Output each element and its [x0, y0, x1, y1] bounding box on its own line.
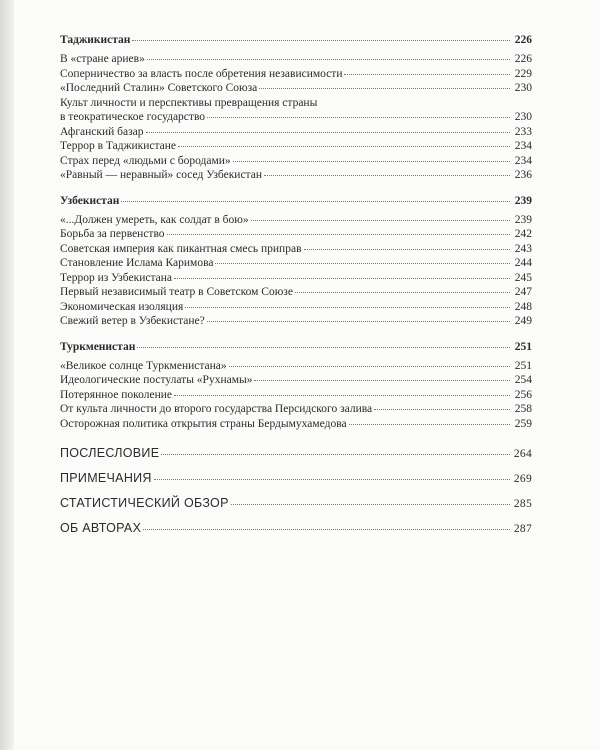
leader-dots — [154, 478, 510, 480]
entry-title: Борьба за первенство — [60, 228, 165, 240]
leader-dots — [295, 291, 510, 293]
entry-title: Афганский базар — [60, 125, 144, 138]
section-turkmenistan — [60, 339, 532, 432]
page-number: 258 — [514, 403, 532, 415]
page-number: 245 — [514, 271, 532, 284]
leader-dots — [174, 394, 510, 396]
toc-entry — [60, 242, 532, 257]
entry-title: «...Должен умереть, как солдат в бою» — [60, 213, 249, 226]
leader-dots — [264, 174, 510, 176]
leader-dots — [374, 408, 510, 410]
toc-entry — [60, 227, 532, 242]
entry-title: Первый независимый театр в Советском Союзе — [60, 286, 293, 298]
page-number: 226 — [514, 34, 532, 46]
page-number: 243 — [514, 242, 532, 255]
toc-entry — [60, 96, 532, 125]
leader-dots — [132, 39, 510, 41]
page-number: 244 — [514, 257, 532, 269]
toc-entry — [60, 213, 532, 228]
entry-title: Осторожная политика открытия страны Бердымухамедова — [60, 417, 347, 430]
leader-dots — [137, 346, 510, 348]
leader-dots — [161, 453, 510, 455]
entry-title: Страх перед «людьми с бородами» — [60, 154, 231, 167]
entry-title: «Последний Сталин» Советского Союза — [60, 82, 258, 94]
page-number: 249 — [514, 315, 532, 327]
leader-dots — [143, 528, 510, 530]
entry-title-continued: в теократическое государство — [60, 111, 206, 123]
toc-major-entry — [60, 466, 532, 491]
page-number: 269 — [513, 473, 532, 485]
leader-dots — [233, 160, 510, 162]
page-number: 251 — [514, 359, 532, 372]
leader-dots — [174, 277, 510, 279]
toc-entry — [60, 81, 532, 96]
toc-major-entry — [60, 491, 532, 516]
toc-entry — [60, 271, 532, 286]
major-title: СТАТИСТИЧЕСКИЙ ОБЗОР — [60, 496, 229, 510]
leader-dots — [167, 233, 510, 235]
section-title: Туркменистан — [60, 340, 136, 353]
toc-entry — [60, 139, 532, 154]
page-number: 251 — [514, 340, 532, 353]
leader-dots — [207, 320, 510, 322]
toc-entry — [60, 314, 532, 329]
page-number: 287 — [513, 523, 532, 535]
entry-title: «Великое солнце Туркменистана» — [60, 359, 227, 372]
leader-dots — [147, 58, 510, 60]
leader-dots — [121, 200, 510, 202]
page-number: 242 — [514, 228, 532, 240]
section-header — [60, 32, 532, 48]
entry-title: От культа личности до второго государства Персидского залива — [60, 403, 373, 415]
section-header — [60, 193, 532, 209]
entry-title: Советская империя как пикантная смесь приправ — [60, 242, 302, 255]
entry-title: Экономическая изоляция — [60, 300, 184, 313]
page-number: 256 — [514, 388, 532, 401]
section-uzbekistan — [60, 193, 532, 329]
entry-title: «Равный — неравный» сосед Узбекистан — [60, 169, 262, 181]
page-number: 254 — [514, 374, 532, 386]
toc-entry — [60, 402, 532, 417]
leader-dots — [231, 503, 510, 505]
toc-entry — [60, 359, 532, 374]
page-number: 285 — [513, 498, 532, 510]
page-number: 230 — [514, 111, 532, 123]
toc-entry — [60, 388, 532, 403]
page-edge-shadow — [0, 0, 14, 750]
page-number: 264 — [513, 448, 532, 460]
leader-dots — [254, 379, 510, 381]
entry-title: Свежий ветер в Узбекистане? — [60, 315, 205, 327]
page-number: 226 — [514, 53, 532, 65]
page-number: 234 — [514, 154, 532, 167]
section-header — [60, 339, 532, 355]
major-title: ПРИМЕЧАНИЯ — [60, 471, 152, 485]
page-number: 239 — [514, 213, 532, 226]
toc-entry — [60, 168, 532, 183]
section-tajikistan — [60, 32, 532, 183]
toc-major-entry — [60, 516, 532, 541]
entry-title: В «стране ариев» — [60, 53, 145, 65]
section-title: Узбекистан — [60, 194, 120, 207]
leader-dots — [146, 131, 510, 133]
major-title: ПОСЛЕСЛОВИЕ — [60, 446, 160, 460]
entry-title: Террор в Таджикистане — [60, 140, 177, 152]
toc-entry — [60, 417, 532, 432]
page-number: 247 — [514, 286, 532, 298]
leader-dots — [251, 219, 510, 221]
major-title: ОБ АВТОРАХ — [60, 521, 142, 535]
toc-entry — [60, 125, 532, 140]
page-number: 248 — [514, 300, 532, 313]
entry-title: Террор из Узбекистана — [60, 271, 172, 284]
section-title: Таджикистан — [60, 34, 131, 46]
leader-dots — [259, 87, 510, 89]
leader-dots — [229, 365, 510, 367]
entry-title: Культ личности и перспективы превращения страны — [60, 96, 318, 109]
leader-dots — [344, 73, 510, 75]
page-number: 229 — [514, 67, 532, 80]
table-of-contents — [60, 32, 532, 541]
toc-entry — [60, 300, 532, 315]
leader-dots — [349, 423, 510, 425]
toc-entry — [60, 52, 532, 67]
page-number: 239 — [514, 194, 532, 207]
entry-title: Идеологические постулаты «Рухнамы» — [60, 374, 253, 386]
entry-title: Становление Ислама Каримова — [60, 257, 214, 269]
entry-title: Соперничество за власть после обретения независимости — [60, 67, 343, 80]
toc-entry — [60, 67, 532, 82]
page-number: 233 — [514, 125, 532, 138]
leader-dots — [215, 262, 510, 264]
toc-entry — [60, 285, 532, 300]
entry-title: Потерянное поколение — [60, 388, 173, 401]
page-number: 234 — [514, 140, 532, 152]
page-number: 230 — [514, 82, 532, 94]
page-number: 236 — [514, 169, 532, 181]
leader-dots — [207, 116, 510, 118]
leader-dots — [304, 248, 511, 250]
leader-dots — [185, 306, 510, 308]
toc-entry — [60, 256, 532, 271]
page-number: 259 — [514, 417, 532, 430]
toc-entry — [60, 373, 532, 388]
toc-entry — [60, 154, 532, 169]
leader-dots — [178, 145, 510, 147]
toc-major-entry — [60, 441, 532, 466]
